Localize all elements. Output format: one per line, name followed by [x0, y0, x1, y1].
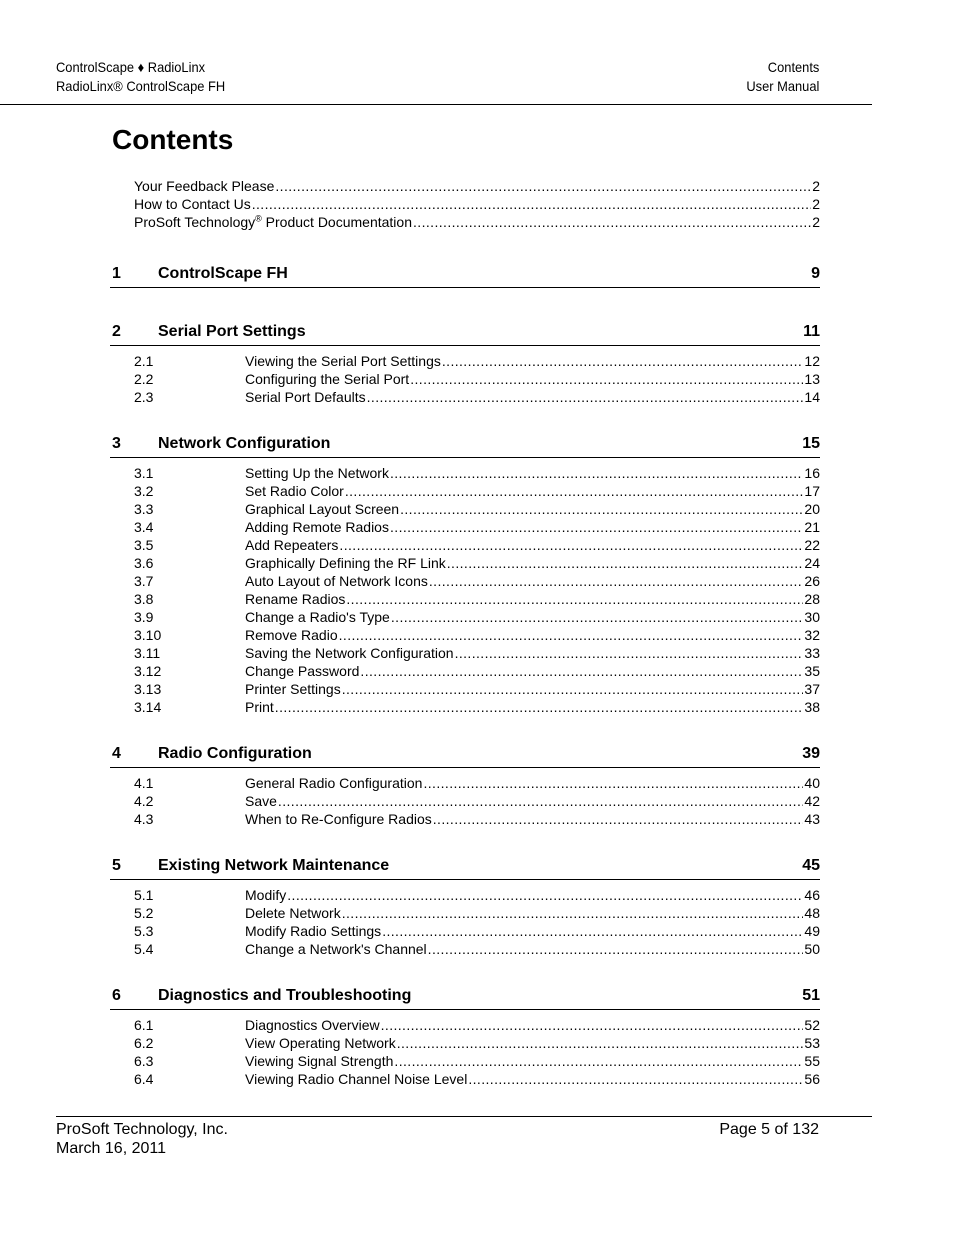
toc-chapter-heading[interactable] — [110, 985, 820, 1010]
toc-section-entry[interactable] — [110, 1034, 820, 1052]
section-title: Graphically Defining the RF Link — [245, 555, 446, 571]
chapter-number: 5 — [112, 857, 121, 874]
section-title: Printer Settings — [245, 681, 341, 697]
section-page: 28 — [804, 591, 820, 607]
footer-right — [719, 1120, 819, 1139]
footer-company: ProSoft Technology, Inc. — [56, 1121, 228, 1138]
dot-leader — [400, 500, 803, 518]
section-number: 6.1 — [134, 1017, 154, 1033]
toc-section-entry[interactable] — [110, 500, 820, 518]
dot-leader — [428, 940, 804, 958]
toc-section-entry[interactable] — [110, 922, 820, 940]
section-title: Configuring the Serial Port — [245, 371, 410, 387]
section-title: Change a Radio's Type — [245, 609, 390, 625]
section-page: 50 — [804, 941, 820, 957]
toc-section-entry[interactable] — [110, 1016, 820, 1034]
dot-leader — [346, 590, 803, 608]
section-number: 5.2 — [134, 905, 154, 921]
section-number: 6.3 — [134, 1053, 154, 1069]
section-title: Remove Radio — [245, 627, 338, 643]
toc-section-entry[interactable] — [110, 554, 820, 572]
section-number: 4.1 — [134, 775, 154, 791]
toc-front-entry[interactable] — [110, 213, 820, 231]
toc-section-entry[interactable] — [110, 792, 820, 810]
chapter-page: 39 — [802, 745, 820, 762]
section-title: Adding Remote Radios — [245, 519, 389, 535]
section-number: 6.2 — [134, 1035, 154, 1051]
chapter-title: ControlScape FH — [158, 265, 288, 282]
chapter-list — [110, 263, 820, 1115]
table-of-contents — [110, 177, 820, 1115]
toc-section-entry[interactable] — [110, 774, 820, 792]
toc-entry-label: Your Feedback Please — [134, 178, 275, 194]
chapter-number: 3 — [112, 435, 121, 452]
section-title: Set Radio Color — [245, 483, 344, 499]
section-page: 53 — [804, 1035, 820, 1051]
footer-rule — [56, 1116, 872, 1117]
dot-leader — [275, 698, 804, 716]
section-page: 21 — [804, 519, 820, 535]
section-page: 48 — [804, 905, 820, 921]
toc-section-entry[interactable] — [110, 680, 820, 698]
dot-leader — [381, 1016, 804, 1034]
section-page: 35 — [804, 663, 820, 679]
section-number: 6.4 — [134, 1071, 154, 1087]
toc-section-entry[interactable] — [110, 572, 820, 590]
chapter-page: 15 — [802, 435, 820, 452]
section-number: 3.6 — [134, 555, 154, 571]
section-title: Saving the Network Configuration — [245, 645, 454, 661]
dot-leader — [287, 886, 803, 904]
section-page: 30 — [804, 609, 820, 625]
section-page: 17 — [804, 483, 820, 499]
section-page: 33 — [804, 645, 820, 661]
section-number: 3.1 — [134, 465, 154, 481]
section-title: Diagnostics Overview — [245, 1017, 380, 1033]
toc-section-entry[interactable] — [110, 644, 820, 662]
section-number: 3.14 — [134, 699, 162, 715]
section-page: 40 — [804, 775, 820, 791]
footer-date: March 16, 2011 — [56, 1140, 166, 1157]
chapter-title: Existing Network Maintenance — [158, 857, 390, 874]
toc-front-entry[interactable] — [110, 177, 820, 195]
section-page: 49 — [804, 923, 820, 939]
section-number: 3.7 — [134, 573, 154, 589]
header-rule — [0, 104, 872, 105]
running-header-left — [56, 58, 225, 96]
toc-chapter-heading[interactable] — [110, 855, 820, 880]
section-page: 12 — [804, 353, 820, 369]
section-number: 4.2 — [134, 793, 154, 809]
toc-section-entry[interactable] — [110, 904, 820, 922]
section-title: Auto Layout of Network Icons — [245, 573, 428, 589]
section-title: View Operating Network — [245, 1035, 396, 1051]
dot-leader — [252, 195, 811, 213]
section-title: Modify Radio Settings — [245, 923, 382, 939]
dot-leader — [442, 352, 804, 370]
toc-section-entry[interactable] — [110, 662, 820, 680]
section-number: 5.3 — [134, 923, 154, 939]
toc-entry-label-main: ProSoft Technology — [134, 214, 256, 230]
chapter-number: 6 — [112, 987, 121, 1004]
toc-entry-page: 2 — [812, 214, 820, 230]
toc-entry-label-rest: Product Documentation — [261, 214, 412, 230]
toc-section-entry[interactable] — [110, 352, 820, 370]
chapter-number: 4 — [112, 745, 121, 762]
section-number: 3.5 — [134, 537, 154, 553]
dot-leader — [390, 518, 803, 536]
section-title: Viewing the Serial Port Settings — [245, 353, 441, 369]
section-page: 32 — [804, 627, 820, 643]
section-page: 43 — [804, 811, 820, 827]
chapter-title: Radio Configuration — [158, 745, 312, 762]
toc-front-entry[interactable] — [110, 195, 820, 213]
chapter-page: 51 — [802, 987, 820, 1004]
section-number: 3.13 — [134, 681, 162, 697]
toc-section-entry[interactable] — [110, 482, 820, 500]
chapter-number: 1 — [112, 265, 121, 282]
dot-leader — [367, 388, 804, 406]
section-title: Rename Radios — [245, 591, 346, 607]
section-page: 24 — [804, 555, 820, 571]
section-number: 3.11 — [134, 645, 161, 661]
section-number: 3.4 — [134, 519, 154, 535]
section-title: Modify — [245, 887, 287, 903]
dot-leader — [339, 536, 803, 554]
dot-leader — [410, 370, 803, 388]
section-title: Viewing Signal Strength — [245, 1053, 394, 1069]
chapter-title: Network Configuration — [158, 435, 331, 452]
section-number: 3.8 — [134, 591, 154, 607]
section-number: 5.1 — [134, 887, 154, 903]
section-page: 13 — [804, 371, 820, 387]
section-title: Serial Port Defaults — [245, 389, 366, 405]
toc-entry-page: 2 — [812, 178, 820, 194]
dot-leader — [345, 482, 804, 500]
section-page: 14 — [804, 389, 820, 405]
toc-chapter-heading[interactable] — [110, 321, 820, 346]
dot-leader — [433, 810, 804, 828]
section-page: 56 — [804, 1071, 820, 1087]
dot-leader — [429, 572, 804, 590]
toc-section-entry[interactable] — [110, 1052, 820, 1070]
section-page: 20 — [804, 501, 820, 517]
chapter-title: Diagnostics and Troubleshooting — [158, 987, 412, 1004]
header-doc-type: User Manual — [745, 78, 819, 94]
page-title: Contents — [112, 124, 234, 155]
section-title: Graphical Layout Screen — [245, 501, 400, 517]
section-page: 26 — [804, 573, 820, 589]
section-title: Delete Network — [245, 905, 341, 921]
dot-leader — [391, 608, 804, 626]
running-header-right — [746, 58, 819, 96]
dot-leader — [455, 644, 804, 662]
section-title: Setting Up the Network — [245, 465, 389, 481]
section-number: 2.1 — [134, 353, 154, 369]
section-page: 38 — [804, 699, 820, 715]
chapter-number: 2 — [112, 323, 121, 340]
section-title: When to Re-Configure Radios — [245, 811, 432, 827]
toc-entry-page: 2 — [812, 196, 820, 212]
toc-entry-label — [134, 213, 412, 231]
dot-leader — [342, 904, 804, 922]
section-number: 3.12 — [134, 663, 162, 679]
toc-section-entry[interactable] — [110, 940, 820, 958]
toc-section-entry[interactable] — [110, 590, 820, 608]
section-title: Change Password — [245, 663, 360, 679]
toc-section-entry[interactable] — [110, 698, 820, 716]
registered-mark: ® — [255, 213, 262, 224]
toc-entry-label: How to Contact Us — [134, 196, 251, 212]
section-page: 22 — [804, 537, 820, 553]
dot-leader — [423, 774, 803, 792]
toc-section-entry[interactable] — [110, 608, 820, 626]
section-number: 2.3 — [134, 389, 154, 405]
toc-chapter-heading[interactable] — [110, 743, 820, 768]
toc-section-entry[interactable] — [110, 810, 820, 828]
section-number: 3.9 — [134, 609, 154, 625]
section-number: 2.2 — [134, 371, 154, 387]
dot-leader — [447, 554, 804, 572]
section-number: 3.3 — [134, 501, 154, 517]
chapter-title: Serial Port Settings — [158, 323, 306, 340]
header-product-line: ControlScape ♦ RadioLinx — [56, 59, 206, 75]
section-page: 52 — [804, 1017, 820, 1033]
header-section-name: Contents — [767, 59, 819, 75]
toc-section-entry[interactable] — [110, 388, 820, 406]
section-page: 42 — [804, 793, 820, 809]
section-title: General Radio Configuration — [245, 775, 423, 791]
section-number: 4.3 — [134, 811, 154, 827]
toc-section-entry[interactable] — [110, 518, 820, 536]
dot-leader — [413, 213, 811, 231]
dot-leader — [275, 177, 811, 195]
section-page: 16 — [804, 465, 820, 481]
dot-leader — [468, 1070, 803, 1088]
chapter-page: 45 — [802, 857, 820, 874]
toc-section-entry[interactable] — [110, 464, 820, 482]
footer-left — [56, 1120, 228, 1158]
section-title: Print — [245, 699, 274, 715]
section-title: Viewing Radio Channel Noise Level — [245, 1071, 468, 1087]
header-product-name: RadioLinx® ControlScape FH — [56, 78, 226, 94]
toc-chapter-heading[interactable] — [110, 263, 820, 288]
chapter-page: 9 — [811, 265, 820, 282]
dot-leader — [339, 626, 804, 644]
section-page: 55 — [804, 1053, 820, 1069]
dot-leader — [397, 1034, 804, 1052]
toc-section-entry[interactable] — [110, 536, 820, 554]
section-title: Change a Network's Channel — [245, 941, 427, 957]
section-number: 3.10 — [134, 627, 162, 643]
toc-section-entry[interactable] — [110, 1070, 820, 1088]
section-number: 5.4 — [134, 941, 154, 957]
dot-leader — [278, 792, 804, 810]
dot-leader — [382, 922, 803, 940]
section-page: 46 — [804, 887, 820, 903]
chapter-page: 11 — [803, 323, 820, 340]
dot-leader — [360, 662, 803, 680]
section-title: Add Repeaters — [245, 537, 339, 553]
dot-leader — [394, 1052, 803, 1070]
page-number: Page 5 of 132 — [719, 1121, 819, 1138]
toc-section-entry[interactable] — [110, 626, 820, 644]
dot-leader — [342, 680, 804, 698]
section-title: Save — [245, 793, 277, 809]
section-number: 3.2 — [134, 483, 154, 499]
toc-section-entry[interactable] — [110, 370, 820, 388]
toc-chapter-heading[interactable] — [110, 433, 820, 458]
toc-section-entry[interactable] — [110, 886, 820, 904]
dot-leader — [390, 464, 803, 482]
section-page: 37 — [804, 681, 820, 697]
